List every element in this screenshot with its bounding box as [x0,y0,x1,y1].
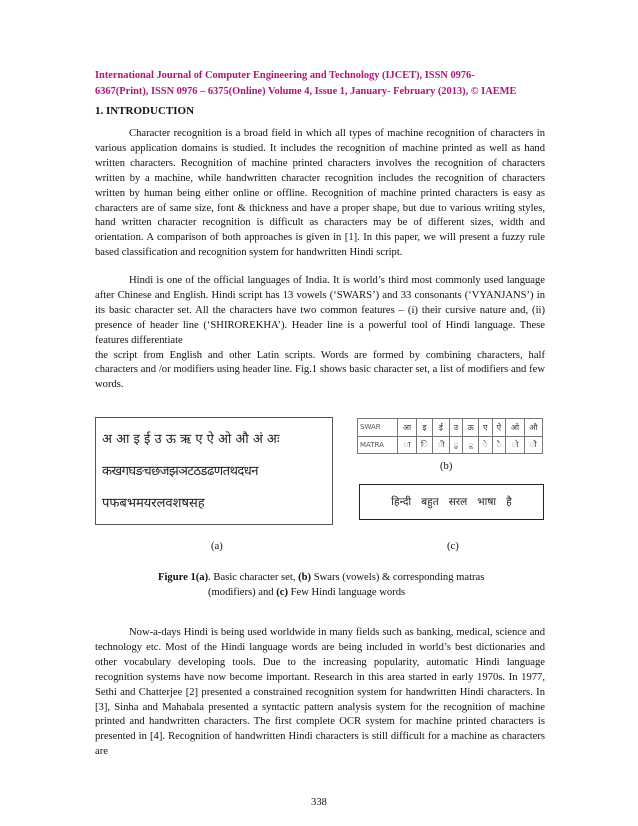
caption-text-a: . Basic character set, [208,572,299,583]
paragraph-hindi-text: Hindi is one of the official languages of India. It is world’s third most commonly used language after Chinese and English. Hindi script has 13 vowels (‘SWARS’) and 33 consonants (‘VYANJANS’) in its basic character set. All the characters have two common features – (i) their cursive nature and, (ii) presence of header line (‘SHIROREKHA’). Header line is a powerful tool of Hindi language. These features differentiate [95,275,545,346]
matra-cell: ु [449,436,463,454]
figure-caption [158,570,518,600]
figure-c-hindi-words [359,484,544,520]
caption-bold-fig1a: Figure 1(a) [158,572,209,583]
figure-b-label: (b) [440,461,453,472]
swar-cell: ओ [506,419,524,437]
figure-c-label: (c) [447,541,459,552]
matra-cell: ू [463,436,479,454]
swar-cell: इ [416,419,432,437]
matra-cell: ै [492,436,506,454]
matra-cell: ा [398,436,416,454]
figure-a-label: (a) [211,541,223,552]
swar-cell: ऐ [492,419,506,437]
swar-row [358,419,543,437]
caption-bold-b: (b) [298,572,312,583]
section-title: 1. INTRODUCTION [95,105,195,117]
matra-cell: ी [433,436,449,454]
swar-cell: उ [449,419,463,437]
figure-a-character-set [95,417,333,525]
figure-c-words-text: हिन्दी बहुत सरल भाषा है [391,496,512,508]
paragraph-intro-text: Character recognition is a broad field in which all types of machine recognition of characters in various application domains is studied. It includes the recognition of machine printed as well as hand written characters. Recognition of machine printed characters involves the recognition of characters written by a machine, while handwritten character recognition includes the recognition of characters written by human being either online or offline. Recognition of machine printed characters is easy as characters are of same size, font & thickness and have a proper shape, but due to various writing styles, hand written character recognition is difficult as characters may be of different sizes, width and orientation. A comparison of both approaches is given in [1]. In this paper, we will present a fuzzy rule based classification and recognition system for handwritten Hindi script. [95,128,545,259]
swar-cell: ऊ [463,419,479,437]
matra-cell: ौ [524,436,542,454]
caption-text-b: Swars (vowels) & corresponding matras [311,572,485,583]
paragraph-usage [95,626,545,760]
figure-a-consonants-row2: पफबभमयरलवशषसह [102,496,205,511]
journal-header [95,68,545,100]
caption-text-c: Few Hindi language words [288,587,406,598]
matra-cell: े [479,436,493,454]
swar-cell: ए [479,419,493,437]
matra-row [358,436,543,454]
paragraph-hindi-text-cont: the script from English and other Latin scripts. Words are formed by combining characters, half characters and /or modifiers using header line. Fig.1 shows basic character set, a list of modifiers and few words. [95,349,545,391]
caption-text-c-pre: (modifiers) and [208,587,277,598]
matra-cell: ि [416,436,432,454]
figure-a-vowels-row: अ आ इ ई उ ऊ ऋ ए ऐ ओ औ अं अः [102,432,280,447]
page-number: 338 [311,797,327,808]
figure-b-swar-matra-table [357,418,543,454]
paragraph-hindi [95,274,545,393]
caption-bold-c: (c) [276,587,289,598]
swar-label: SWAR [358,419,398,437]
paragraph-intro [95,127,545,261]
journal-header-line1: International Journal of Computer Engineering and Technology (IJCET), ISSN 0976- [95,70,475,81]
matra-cell: ो [506,436,524,454]
swar-cell: आ [398,419,416,437]
matra-label: MATRA [358,436,398,454]
journal-header-line2: 6367(Print), ISSN 0976 – 6375(Online) Volume 4, Issue 1, January- February (2013), © IAEME [95,86,517,97]
swar-cell: ई [433,419,449,437]
figure-a-consonants-row1: कखगघङचछजझञटठडढणतथदधन [102,464,258,479]
paragraph-usage-text: Now-a-days Hindi is being used worldwide in many fields such as banking, medical, science and technology etc. Most of the Hindi language words are being included in world’s best dictionaries and other vocabulary developing tools. Due to the increasing popularity, automatic Hindi language recognition systems have now become important. Research in this area started in early 1970s. In 1977, Sethi and Chatterjee [2] presented a constrained recognition system for handwritten Hindi characters. In [3], Sinha and Mahabala presented a syntactic pattern analysis system for the recognition of machine printed and handwritten characters. The first complete OCR system for machine printed characters is presented in [4]. Recognition of handwritten Hindi characters is still difficult for a machine as characters are [95,627,545,758]
swar-cell: औ [524,419,542,437]
